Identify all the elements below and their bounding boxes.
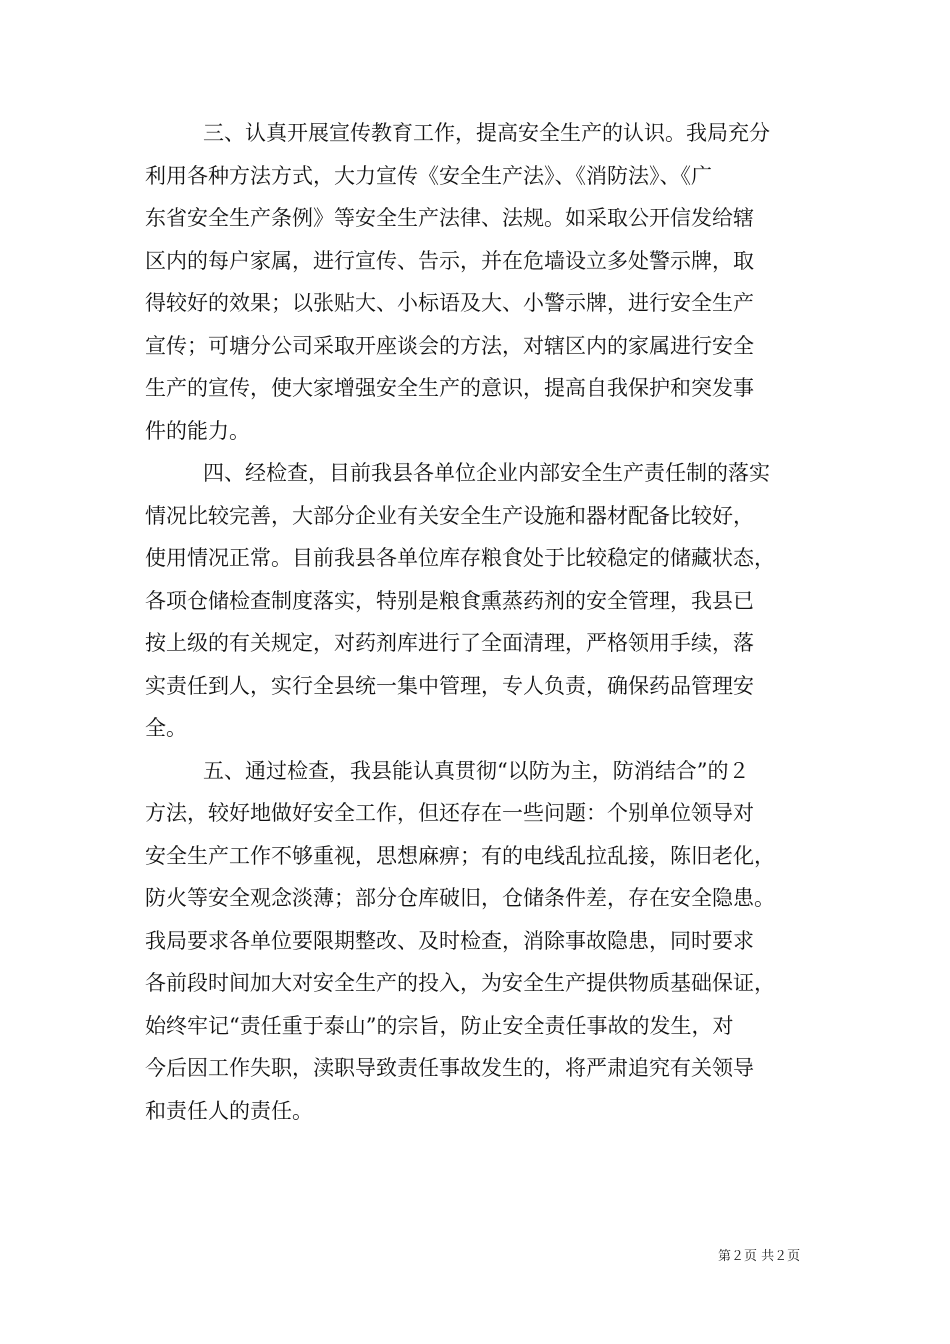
paragraph-line: 五、通过检查，我县能认真贯彻“以防为主，防消结合”的２ — [203, 758, 750, 783]
paragraph-line: 各前段时间加大对安全生产的投入，为安全生产提供物质基础保证， — [145, 971, 775, 995]
paragraph-line: 我局要求各单位要限期整改、及时检查，消除事故隐患，同时要求 — [145, 928, 754, 953]
paragraph-line: 使用情况正常。目前我县各单位库存粮食处于比较稳定的储藏状态， — [145, 546, 775, 570]
paragraph-line: 和责任人的责任。 — [145, 1098, 313, 1123]
paragraph-line: 利用各种方法方式，大力宣传《安全生产法》、《消防法》、《广 — [145, 163, 712, 188]
paragraph-line: 各项仓储检查制度落实，特别是粮食熏蒸药剂的安全管理，我县已 — [145, 588, 754, 613]
paragraph-line: 东省安全生产条例》等安全生产法律、法规。如采取公开信发给辖 — [145, 206, 754, 230]
paragraph-line: 安全生产工作不够重视，思想麻痹；有的电线乱拉乱接，陈旧老化， — [145, 843, 775, 868]
page-number-footer: 第２页 共２页 — [718, 1249, 801, 1264]
paragraph-line: 实责任到人，实行全县统一集中管理，专人负责，确保药品管理安 — [145, 673, 754, 698]
paragraph-line: 情况比较完善，大部分企业有关安全生产设施和器材配备比较好， — [145, 503, 754, 528]
paragraph-line: 方法，较好地做好安全工作，但还存在一些问题：个别单位领导对 — [145, 801, 754, 825]
paragraph-line: 按上级的有关规定，对药剂库进行了全面清理，严格领用手续，落 — [145, 631, 754, 655]
paragraph-line: 今后因工作失职，渎职导致责任事故发生的，将严肃追究有关领导 — [145, 1056, 754, 1080]
paragraph-inspection-results — [145, 452, 810, 750]
paragraph-line: 得较好的效果；以张贴大、小标语及大、小警示牌，进行安全生产 — [145, 291, 754, 315]
document-body — [145, 112, 810, 1132]
paragraph-line: 四、经检查，目前我县各单位企业内部安全生产责任制的落实 — [203, 461, 770, 485]
paragraph-problems-rectification — [145, 750, 810, 1133]
paragraph-line: 三、认真开展宣传教育工作，提高安全生产的认识。我局充分 — [203, 121, 770, 145]
paragraph-line: 全。 — [145, 716, 187, 740]
paragraph-line: 始终牢记“责任重于泰山”的宗旨，防止安全责任事故的发生，对 — [145, 1013, 734, 1038]
paragraph-line: 防火等安全观念淡薄；部分仓库破旧，仓储条件差，存在安全隐患。 — [145, 886, 775, 910]
paragraph-line: 宣传；可塘分公司采取开座谈会的方法，对辖区内的家属进行安全 — [145, 333, 754, 358]
paragraph-line: 区内的每户家属，进行宣传、告示，并在危墙设立多处警示牌，取 — [145, 248, 754, 273]
paragraph-line: 生产的宣传，使大家增强安全生产的意识，提高自我保护和突发事 — [145, 376, 754, 400]
paragraph-line: 件的能力。 — [145, 418, 250, 443]
paragraph-publicity-education — [145, 112, 810, 452]
